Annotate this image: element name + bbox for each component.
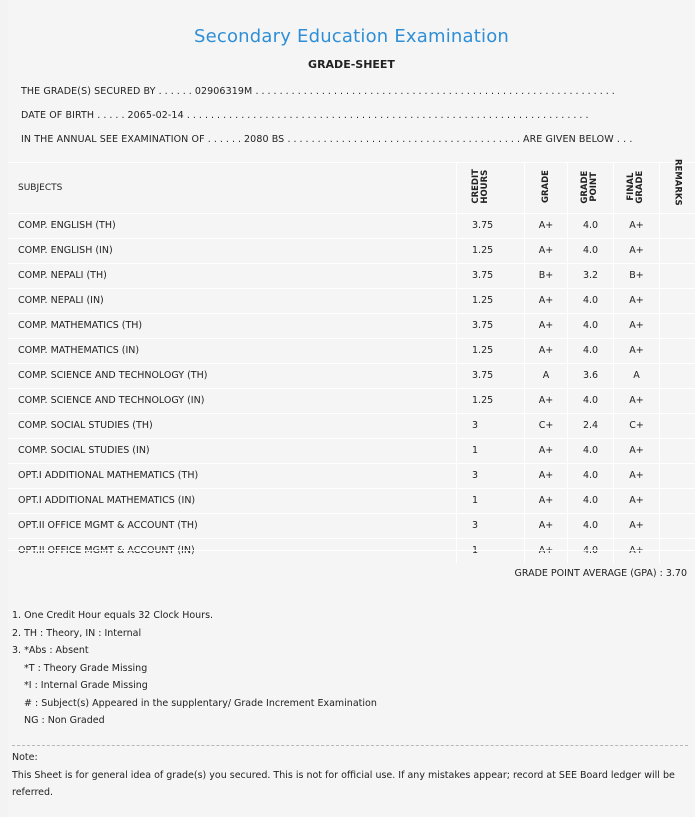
- table-row: [8, 438, 695, 463]
- final-grade-cell: B+: [614, 263, 660, 288]
- footnote: NG : Non Graded: [24, 715, 105, 726]
- grade-cell: A+: [525, 513, 568, 538]
- credit-hours-cell: 3.75: [457, 313, 525, 338]
- subject-cell: COMP. MATHEMATICS (TH): [8, 313, 457, 338]
- grade-cell: B+: [525, 263, 568, 288]
- remarks-cell: [660, 463, 695, 488]
- remarks-cell: [660, 363, 695, 388]
- credit-hours-cell: 1.25: [457, 338, 525, 363]
- table-row: [8, 413, 695, 438]
- grades-table-body: [8, 213, 695, 563]
- grade-cell: A+: [525, 213, 568, 238]
- credit-hours-cell: 3.75: [457, 263, 525, 288]
- remarks-cell: [660, 238, 695, 263]
- page-subtitle: GRADE-SHEET: [308, 58, 395, 71]
- gpa-summary: [515, 568, 687, 579]
- remarks-cell: [660, 413, 695, 438]
- table-row: [8, 238, 695, 263]
- credit-hours-cell: 1.25: [457, 288, 525, 313]
- remarks-cell: [660, 513, 695, 538]
- header-grade-point: GRADE POINT: [568, 163, 614, 214]
- grade-point-cell: 4.0: [568, 313, 614, 338]
- subject-cell: COMP. SOCIAL STUDIES (IN): [8, 438, 457, 463]
- subject-cell: OPT.II OFFICE MGMT & ACCOUNT (IN): [8, 538, 457, 563]
- grade-point-cell: 4.0: [568, 388, 614, 413]
- header-subjects: SUBJECTS: [8, 163, 457, 214]
- credit-hours-cell: 3: [457, 413, 525, 438]
- grade-cell: A: [525, 363, 568, 388]
- remarks-cell: [660, 488, 695, 513]
- exam-value: 2080 BS: [244, 134, 285, 145]
- remarks-cell: [660, 313, 695, 338]
- divider: [12, 745, 688, 746]
- final-grade-cell: A+: [614, 463, 660, 488]
- remarks-cell: [660, 338, 695, 363]
- grade-sheet: [8, 0, 695, 817]
- dob-value: 2065-02-14: [127, 110, 184, 121]
- grade-point-cell: 4.0: [568, 213, 614, 238]
- table-row: [8, 513, 695, 538]
- grade-cell: A+: [525, 438, 568, 463]
- credit-hours-cell: 1: [457, 438, 525, 463]
- final-grade-cell: A+: [614, 488, 660, 513]
- grade-point-cell: 3.2: [568, 263, 614, 288]
- grade-cell: C+: [525, 413, 568, 438]
- footnote: *T : Theory Grade Missing: [24, 662, 148, 674]
- subject-cell: OPT.I ADDITIONAL MATHEMATICS (TH): [8, 463, 457, 488]
- page-title: Secondary Education Examination: [193, 26, 510, 47]
- final-grade-cell: A+: [614, 288, 660, 313]
- final-grade-cell: A+: [614, 338, 660, 363]
- table-row: [8, 388, 695, 413]
- footnote: *I : Internal Grade Missing: [24, 680, 148, 691]
- remarks-cell: [660, 388, 695, 413]
- grade-cell: A+: [525, 238, 568, 263]
- note-block: [12, 749, 692, 802]
- info-secured-by: THE GRADE(S) SECURED BY . . . . . . 02906319M . . . . . . . . . . . . . . . . . . . . . . . . . . . . . . . . . . . . . . . . . . . . . . . . . . . . . . . . . . . .: [21, 86, 615, 97]
- info-dob: DATE OF BIRTH . . . . . 2065-02-14 . . . . . . . . . . . . . . . . . . . . . . . . . . . . . . . . . . . . . . . . . . . . . . . . . . . . . . . . . . . . . . . . . . .: [21, 110, 589, 121]
- grade-point-cell: 4.0: [568, 338, 614, 363]
- credit-hours-cell: 3.75: [457, 363, 525, 388]
- grade-point-cell: 4.0: [568, 288, 614, 313]
- subject-cell: COMP. SCIENCE AND TECHNOLOGY (IN): [8, 388, 457, 413]
- remarks-cell: [660, 288, 695, 313]
- remarks-cell: [660, 438, 695, 463]
- table-row: [8, 213, 695, 238]
- grade-cell: A+: [525, 463, 568, 488]
- credit-hours-cell: 3: [457, 463, 525, 488]
- table-row: [8, 288, 695, 313]
- subject-cell: COMP. MATHEMATICS (IN): [8, 338, 457, 363]
- grade-cell: A+: [525, 388, 568, 413]
- grade-point-cell: 4.0: [568, 438, 614, 463]
- subject-cell: COMP. ENGLISH (IN): [8, 238, 457, 263]
- subject-cell: OPT.II OFFICE MGMT & ACCOUNT (TH): [8, 513, 457, 538]
- note-text: This Sheet is for general idea of grade(s) you secured. This is not for official use. If any mistakes appear; record at SEE Board ledger will be referred.: [12, 769, 675, 798]
- header-remarks: REMARKS: [660, 163, 695, 214]
- final-grade-cell: A+: [614, 388, 660, 413]
- exam-suffix: ARE GIVEN BELOW . . .: [522, 134, 633, 145]
- grade-point-cell: 4.0: [568, 488, 614, 513]
- table-row: [8, 363, 695, 388]
- credit-hours-cell: 1: [457, 488, 525, 513]
- table-row: [8, 338, 695, 363]
- footnote: # : Subject(s) Appeared in the supplentary/ Grade Increment Examination: [24, 697, 377, 709]
- table-row: [8, 263, 695, 288]
- final-grade-cell: A+: [614, 538, 660, 563]
- secured-by-label: THE GRADE(S) SECURED BY: [21, 86, 156, 97]
- footnote: 2. TH : Theory, IN : Internal: [12, 627, 142, 639]
- secured-by-value: 02906319M: [194, 86, 253, 97]
- table-header-row: [8, 163, 695, 214]
- credit-hours-cell: 3.75: [457, 213, 525, 238]
- final-grade-cell: A+: [614, 513, 660, 538]
- credit-hours-cell: 1.25: [457, 238, 525, 263]
- grade-point-cell: 4.0: [568, 513, 614, 538]
- header-final-grade: FINAL GRADE: [614, 163, 660, 214]
- grade-point-cell: 3.6: [568, 363, 614, 388]
- footnote: 1. One Credit Hour equals 32 Clock Hours.: [12, 610, 214, 621]
- final-grade-cell: A+: [614, 238, 660, 263]
- subject-cell: COMP. SOCIAL STUDIES (TH): [8, 413, 457, 438]
- footnotes: [12, 607, 377, 730]
- final-grade-cell: A+: [614, 313, 660, 338]
- grade-cell: A+: [525, 538, 568, 563]
- remarks-cell: [660, 213, 695, 238]
- final-grade-cell: A: [614, 363, 660, 388]
- subject-cell: OPT.I ADDITIONAL MATHEMATICS (IN): [8, 488, 457, 513]
- grade-cell: A+: [525, 488, 568, 513]
- exam-label: IN THE ANNUAL SEE EXAMINATION OF: [21, 134, 205, 145]
- header-credit-hours: CREDIT HOURS: [457, 163, 525, 214]
- info-exam: IN THE ANNUAL SEE EXAMINATION OF . . . . . . 2080 BS . . . . . . . . . . . . . . . . . . . . . . . . . . . . . . . . . . . . . . . ARE GIVEN BELOW . . .: [21, 134, 633, 145]
- subject-cell: COMP. ENGLISH (TH): [8, 213, 457, 238]
- header-grade: GRADE: [525, 163, 568, 214]
- table-row: [8, 463, 695, 488]
- final-grade-cell: A+: [614, 438, 660, 463]
- subject-cell: COMP. NEPALI (IN): [8, 288, 457, 313]
- credit-hours-cell: 3: [457, 513, 525, 538]
- grade-cell: A+: [525, 288, 568, 313]
- grade-point-cell: 4.0: [568, 463, 614, 488]
- table-row: [8, 488, 695, 513]
- table-row: [8, 313, 695, 338]
- note-label: Note:: [12, 752, 38, 763]
- grade-point-cell: 4.0: [568, 238, 614, 263]
- grade-point-cell: 4.0: [568, 538, 614, 563]
- grade-cell: A+: [525, 338, 568, 363]
- gpa-value: 3.70: [665, 568, 687, 579]
- subject-cell: COMP. NEPALI (TH): [8, 263, 457, 288]
- final-grade-cell: A+: [614, 213, 660, 238]
- footnote: 3. *Abs : Absent: [12, 645, 89, 656]
- grade-cell: A+: [525, 313, 568, 338]
- credit-hours-cell: 1: [457, 538, 525, 563]
- remarks-cell: [660, 263, 695, 288]
- grade-point-cell: 2.4: [568, 413, 614, 438]
- subject-cell: COMP. SCIENCE AND TECHNOLOGY (TH): [8, 363, 457, 388]
- grades-table: [8, 159, 695, 563]
- gpa-label: GRADE POINT AVERAGE (GPA) :: [514, 568, 663, 579]
- dob-label: DATE OF BIRTH: [21, 110, 95, 121]
- credit-hours-cell: 1.25: [457, 388, 525, 413]
- final-grade-cell: C+: [614, 413, 660, 438]
